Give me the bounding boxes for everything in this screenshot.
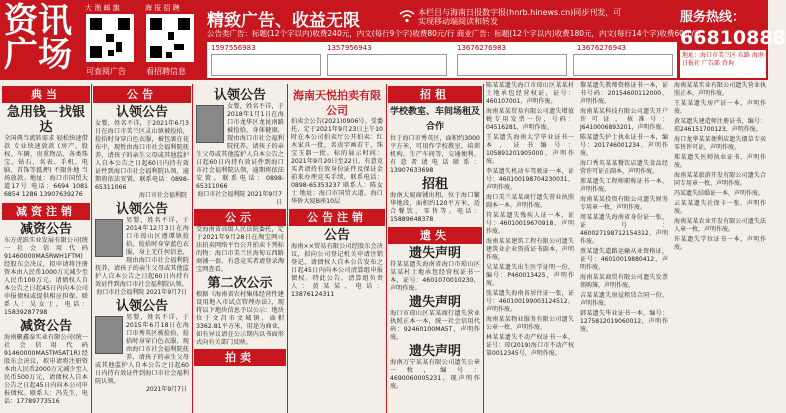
lost-notice-item: 符某某遗失残疾人证一本，证号：46010019670918，声明作废。 <box>486 212 574 235</box>
section-header-lost: 遗失 <box>388 227 482 244</box>
lost-notice-item: 许某遗失学位证书一本，声明作废。 <box>674 236 766 251</box>
lost-notice-item: 海南某某贸易有限公司遗失增值税专用发票一份，号码：04516281，声明作废。 <box>486 108 574 131</box>
notice-body-lost-1: 符某某遗失海南省海口市琼山区某某村土地承包经营权证书一本，证号：4601070010230，声明作废。 <box>390 261 480 292</box>
notice-title-claim-4: 认领公告 <box>213 88 266 103</box>
section-header-rent: 招租 <box>388 86 482 103</box>
phone-3[interactable]: 13676276983 <box>457 44 506 52</box>
column-divider <box>91 84 92 413</box>
lost-notice-item: 吉某某遗失房屋租赁合同一份，声明作废。 <box>580 292 668 307</box>
qr-left-label: 大 渔 邮 旗 <box>85 4 120 12</box>
lost-notice-item: 王某某遗失房产证一本，声明作废。 <box>674 100 766 115</box>
notice-body-claim-4: 女婴，姓名不详，于2018年1月1日在海口市龙华区龙昆南路被捡拾，身体健康，现由海口市社会福利院抚养，请孩子的亲生父母或其他监护人自本公告之日起60日内持有效证件到海口市社会福利院认领，逾期将依法安置。联系电话：0898-65311066 <box>196 103 284 190</box>
notice-sign-claim-2: 海口市社会福利院 2021年9月7日 <box>96 289 187 296</box>
notice-body-lost-2: 海口市琼山区某某商行遗失营业执照正本一本，统一社会信用代码：92460100MA5T，声明作废。 <box>390 310 480 341</box>
ad-body-rent: 位于海口市秀英区，面积约3000平方米，可用作学校教室、培训机构、生产车间等，交通便利。有意者请电话联系：13907633698 <box>390 135 480 174</box>
price-table-2 <box>327 54 447 76</box>
price-bar: 公告类广告：标题(12个字以内)收费240元，内文(每行9个字)收费80元/行 商业广告：标题(12个字以内)收费180元，内文(每行14个字)收费60元/行 <box>207 29 702 38</box>
notice-title-claim-3: 认领公告 <box>115 299 168 314</box>
lost-notice-item: 陈某某遗失海口市琼山区某某村土地承包经营权证，证号：460107001，声明作废。 <box>486 82 574 105</box>
section-header-publicity: 公示 <box>194 209 286 226</box>
lost-notice-item: 冯某遗失结婚证一本，声明作废。 <box>674 190 765 197</box>
notice-title-lost-2: 遗失声明 <box>408 295 461 310</box>
section-header-capital-reduction: 减资注销 <box>2 203 90 220</box>
notice-body-second-publicity: 根据《海南省农村集体经营性建设用地入市试点管理办法》，现将以下地块信息予以公示：地块位于文昌市文城镇，面积3362.81平方米，用途为商业，如有异议请在公示期内以书面形式向有关部门反映。 <box>196 291 284 346</box>
masthead <box>0 0 786 80</box>
lost-notice-item: 云某某遗失社保卡一张，声明作废。 <box>674 200 766 215</box>
lost-notice-item: 海南某某旅游开发有限公司遗失合同专用章一枚，声明作废。 <box>674 172 766 187</box>
infant-photo <box>95 219 123 257</box>
qr-code-left-icon[interactable] <box>86 14 134 62</box>
qr-right-label: 海 报 招 聘 <box>145 4 180 12</box>
phone-1[interactable]: 1597556983 <box>211 44 256 52</box>
notice-title-second-publicity: 第二次公示 <box>207 276 273 291</box>
lost-notice-item: 黎某遗失教师资格证书一本，证书号码：20154600112000，声明作废。 <box>580 82 668 105</box>
column-divider <box>287 84 288 413</box>
lost-notice-item: 海南某某农业开发有限公司遗失法人章一枚，声明作废。 <box>674 218 766 233</box>
lost-notice-item: 邢某遗失工程师职称证书一本，声明作废。 <box>580 178 668 193</box>
lost-notice-item: 郑某遗失医师执业证书，声明作废。 <box>674 154 766 169</box>
notice-sign-claim-4: 海口市社会福利院 2021年9月7日 <box>197 191 282 206</box>
auction-notice-body: 受海南省高级人民法院委托，定于2021年9月28日在淘宝网司法拍卖网络平台公开拍卖下列标的物：海口市美兰区海甸五西路商铺一套。有意竞买者请登录淘宝网查看。 <box>196 226 284 273</box>
ad-title-pawn: 急用钱－找银达 <box>6 105 85 135</box>
notice-body-lost-3: 海南万宁某某有限公司遗失公章一枚，编号：4690060005231，现声明作废。 <box>390 359 480 390</box>
notice-title-reduction-2: 减资公告 <box>19 319 72 334</box>
auction-company-title: 海南天悦拍卖有限公司 <box>293 89 381 117</box>
brand-title: 资讯广场 <box>4 1 72 75</box>
notice-body-claim-2: 男婴，姓名不详，于2014年12月3日在海口市琼山区遵谭镇捡拾，捡拾时身穿蓝色衣服，身上无任何信息，现由海口市社会福利院抚养，请孩子的亲生父母或其他监护人自本公告之日起60日内持有效证件到海口市社会福利院认领。 <box>95 217 189 288</box>
contact-note: 地址：海口市美兰区 东路 海南日报社 广告部 咨询 <box>680 50 766 78</box>
lost-notice-item: 吴某某遗失出生医学证明一份，编号：P460013425，声明作废。 <box>486 264 574 287</box>
phone-4[interactable]: 13676276943 <box>577 44 626 52</box>
lost-notice-item: 海南某某投资有限公司遗失财务专用章一枚，声明作废。 <box>580 196 668 211</box>
lost-notice-item: 张某遗失海南省居住证一张，证号：460100199003124512，声明作废。 <box>486 290 574 313</box>
hotline <box>680 6 786 49</box>
notice-body-reduction-2: 海南聚鑫泰实业有限公司(统一社会信用代码91460000MA5TM5AT1R)经股东会决议，拟申请将注册资本由人民币2000万元减少至人民币500万元，请债权人自本公告之日起45日内向本公司申报债权。联系人：冯先生，电话：17789773516 <box>4 334 88 405</box>
column-divider <box>192 84 193 413</box>
section-header-auction: 拍卖 <box>194 349 286 366</box>
lost-notice-item: 王某遗失海南大学毕业证书一本，证书编号：105891201905000，声明作废。 <box>486 134 574 165</box>
qr-right-caption: 看招聘信息 <box>146 67 186 76</box>
wifi-icon <box>398 8 416 24</box>
lost-notice-item: 韩某遗失毕业证书一本，编号：1275812019060012，声明作废。 <box>580 310 668 333</box>
qr-code-right-icon[interactable] <box>146 14 194 62</box>
section-header-announcement: 公告 <box>93 86 191 103</box>
lost-notices-column-2 <box>580 82 668 413</box>
column-5 <box>388 86 482 413</box>
lost-notice-item: 李某遗失机动车驾驶证一本，证号：460100198704230031，声明作废。 <box>486 168 574 191</box>
column-3 <box>194 86 286 413</box>
digital-edition-text: 本栏目与海南日报数字报(hnrb.hinews.cn)同步刊发，可实现移动端阅读和转发 <box>418 8 622 26</box>
notice-sign-claim-1: 海口市社会福利院 <box>138 192 187 199</box>
section-header-pawn: 典当 <box>2 86 90 103</box>
lost-notice-item: 陈某遗失护士执业证书一本，编号：201746001234，声明作废。 <box>580 134 668 157</box>
lost-notices-column-1 <box>486 82 574 413</box>
section-header-deregistration: 公告注销 <box>289 209 385 226</box>
ad-body-rent-2: 海南大厦商铺出租，位于海口繁华地段，面积约120平方米，适合餐饮、零售等。电话：15889648378 <box>390 192 480 223</box>
notice-body-reduction-1: 东方虎跃实业发展有限公司(统一社会信用代码91460000MA5RWH1FTM)经股东会决议，拟申请将注册资本由人民币1000万元减少至人民币100万元。请债权人自本公告之日起45日内向本公司申报债权或提供相应担保。联系人：吴女士，电话：15839287798 <box>4 237 88 316</box>
column-4 <box>289 86 385 413</box>
phone-2[interactable]: 1357956943 <box>327 44 372 52</box>
digital-edition-note <box>398 8 624 26</box>
lost-notice-item: 海南某某建筑工程有限公司遗失建筑业企业资质证书副本，声明作废。 <box>486 238 574 261</box>
lost-notices-column-3 <box>674 82 766 413</box>
infant-photo <box>95 316 123 354</box>
price-table-3 <box>457 54 567 76</box>
lost-notice-item: 海南某某物业服务有限公司遗失公章一枚，声明作废。 <box>486 316 574 331</box>
notice-title-lost-1: 遗失声明 <box>408 246 461 261</box>
notice-title-claim-2: 认领公告 <box>115 202 168 217</box>
notice-body-claim-3: 男婴，姓名不详，于2015年6月18日在海口市秀英区被捡拾，捡拾时身穿白色衣服，现由海口市社会福利院抚养，请孩子的亲生父母或其他监护人自本公告之日起60日内持有效证件到海口市社会福利院认领。 <box>95 314 189 385</box>
column-1 <box>2 86 90 413</box>
notice-title-deregistration: 公告 <box>323 228 350 243</box>
hotline-number[interactable]: 66810888 <box>680 27 786 49</box>
notice-body-deregistration: 海南××贸易有限公司经股东会决议，拟向公司登记机关申请注销登记，请债权人自本公告发布之日起45日内向本公司清算组申报债权。特此公告。清算组负责人：黄某某，电话：13876124311 <box>291 243 383 298</box>
lost-notice-item: 海口美兰某某商行遗失营业执照副本一本，声明作废。 <box>486 194 574 209</box>
ad-title-rent: 学校教室、车间场租及合作 <box>389 107 480 132</box>
ad-body-pawn: 全国典当流转需求 轻松快速借款 专业快速放款 (房产、股权、车辆、贵重物品、各类珠宝、钻石、名表、手机、电脑、首饰等抵押) 不限外地 当场放款。地址：海口市国贸大道17号 电话：6694 1081 6854 1286 13907639276 <box>4 135 88 198</box>
lost-notice-item: 海南某某科技有限公司遗失开户许可证，核准号：J6410006893201，声明作废。 <box>580 108 668 131</box>
price-table-1 <box>211 54 321 76</box>
lost-notice-item: 海南某某实业有限公司遗失营业执照正本，声明作废。 <box>674 82 766 97</box>
hotline-label: 服务热线： <box>680 10 746 25</box>
qr-left-caption: 可查阅广告 <box>86 67 126 76</box>
ad-title-rent-2: 招租 <box>421 177 448 192</box>
lost-notice-item: 海口龙华某某便利店遗失烟草专卖零售许可证，声明作废。 <box>674 136 766 151</box>
lost-notice-item: 黄某遗失建造师注册证书，编号：琼246151700123，声明作废。 <box>674 118 766 133</box>
column-divider <box>386 84 387 413</box>
notice-sign-claim-3: 2021年9月7日 <box>146 386 187 393</box>
auction-company-body: 拍卖会公告(2021)0906号。受委托，定于2021年9月23日上午10时在本公司拍卖厅公开拍卖：红木家具一批，名贵字画若干，珠宝玉器一批。标的展示时间：2021年9月20日至22日。有意竞买者请持有效身份证件及保证金前来办理竞买手续。联系电话：0898-65353237 联系人：陈女士 地址：海口市国贸大道，海口华侨大厦B座10层 <box>291 118 384 205</box>
lost-notice-item: 蔡某遗失道路运输从业资格证，证号：46010019880412，声明作废。 <box>580 248 668 271</box>
lost-notice-item: 周某某遗失海南省身份证一张，证号：460027198712154312，声明作废。 <box>580 214 668 245</box>
lost-notice-item: 林某某遗失不动产权证书一本，证号：琼(2019)海口市不动产权第0012345号，声明作废。 <box>486 334 574 357</box>
lost-notices-area <box>484 82 768 413</box>
notice-title-claim-1: 认领公告 <box>115 105 168 120</box>
infant-photo <box>196 105 224 143</box>
lost-notice-item: 海南某某商贸有限公司遗失发票领购簿，声明作废。 <box>580 274 668 289</box>
column-2 <box>93 86 191 413</box>
contact-phones-panel <box>207 42 677 78</box>
notice-body-claim-1: 女婴，姓名不详，于2021年6月3日在海口市美兰区灵山镇被捡拾，捡拾时身穿白色衣服，被包裹在花布中，现暂由海口市社会福利院抚养，请孩子的亲生父母或其他监护人自本公告之日起60日内持有效证件到海口市社会福利院认领，逾期将依法安置。联系电话：0898-65311066 <box>95 120 189 191</box>
notice-title-lost-3: 遗失声明 <box>408 344 461 359</box>
slogan: 精致广告、收益无限 <box>207 11 360 31</box>
lost-notice-item: 海口秀英某某餐饮店遗失食品经营许可证正副本，声明作废。 <box>580 160 668 175</box>
notice-title-reduction-1: 减资公告 <box>19 222 72 237</box>
price-table-4 <box>573 54 673 76</box>
